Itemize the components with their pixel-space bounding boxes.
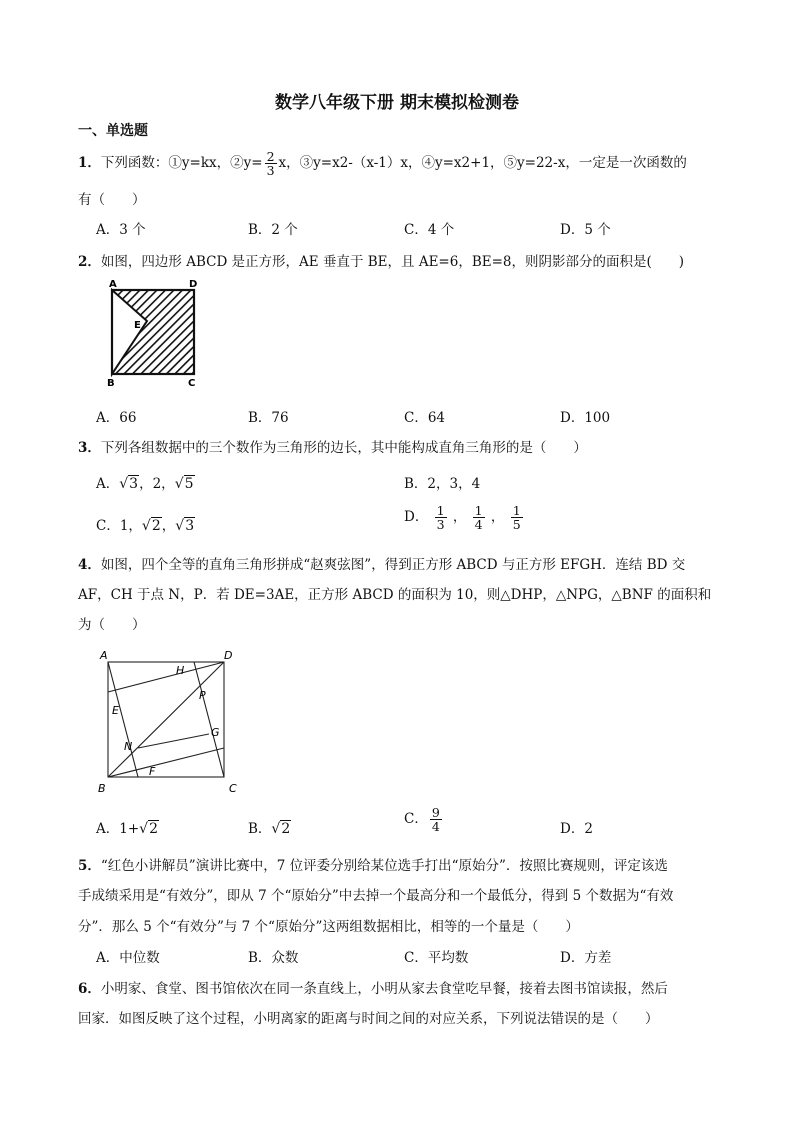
fraction: [473, 504, 485, 531]
label-g: G: [211, 726, 220, 739]
denominator: 4: [474, 517, 483, 533]
label-h: H: [176, 664, 185, 677]
label-e: E: [112, 704, 119, 717]
question-number: 5．: [78, 858, 101, 874]
numerator: 1: [436, 503, 445, 518]
option-label: B．: [248, 821, 272, 837]
label-a: A: [100, 649, 108, 662]
option-b[interactable]: [248, 817, 291, 837]
question-1: [78, 150, 687, 177]
option-b[interactable]: B．众数: [248, 950, 299, 966]
question-number: 4．: [78, 557, 101, 573]
question-number: 3．: [78, 440, 101, 456]
label-d: D: [224, 649, 233, 662]
option-c[interactable]: C．64: [404, 410, 446, 426]
fraction: [511, 504, 523, 531]
question-text-line: 回家．如图反映了这个过程，小明离家的距离与时间之间的对应关系，下列说法错误的是（ ）: [78, 1011, 659, 1027]
question-text: x，③y=x2-（x-1）x，④y=x2+1，⑤y=22-x，一定是一次函数的: [278, 155, 687, 172]
question-4: [78, 553, 685, 573]
option-c[interactable]: C．4 个: [404, 222, 455, 238]
question-6: [78, 977, 668, 997]
section-heading: 一、单选题: [78, 123, 148, 139]
question-number: 6．: [78, 981, 101, 997]
question-text: 下列各组数据中的三个数作为三角形的边长，其中能构成直角三角形的是（ ）: [100, 440, 587, 456]
option-b[interactable]: B．2，3，4: [404, 476, 481, 492]
option-b[interactable]: B．76: [248, 410, 289, 426]
option-text: 1+: [119, 821, 140, 837]
denominator: 5: [512, 517, 521, 533]
radicand: 3: [185, 518, 195, 534]
label-f: F: [149, 765, 156, 778]
separator: ，: [161, 518, 176, 534]
sqrt-expression: √3: [175, 518, 195, 534]
label-p: P: [199, 689, 206, 702]
numerator: 9: [431, 805, 440, 820]
separator: ，: [490, 509, 505, 526]
sqrt-expression: √3: [119, 476, 139, 492]
question-number: 2．: [78, 254, 101, 270]
option-text: ，2，: [139, 476, 175, 492]
question-text-line: 手成绩采用是“有效分”，即从 7 个“原始分”中去掉一个最高分和一个最低分，得到 5 个数据为“有效: [78, 888, 674, 904]
option-label: C．1，: [96, 518, 142, 534]
question-3: [78, 436, 587, 456]
question-text: 如图，四个全等的直角三角形拼成“赵爽弦图”，得到正方形 ABCD 与正方形 EFGH．连结 BD 交: [100, 557, 686, 573]
option-d[interactable]: D．100: [560, 410, 611, 426]
segment-ch: [194, 662, 224, 777]
label-c: C: [229, 782, 237, 795]
question-5: [78, 854, 668, 874]
question-text: “红色小讲解员”演讲比赛中，7 位评委分别给某位选手打出“原始分”．按照比赛规则，评定该选: [100, 858, 668, 874]
segment-de: [108, 662, 224, 692]
option-a[interactable]: [96, 817, 159, 837]
radicand: 2: [281, 821, 291, 837]
option-d[interactable]: [404, 504, 525, 531]
radicand: 2: [151, 518, 161, 534]
question-text: 小明家、食堂、图书馆依次在同一条直线上，小明从家去食堂吃早餐，接着去图书馆读报，然后: [100, 981, 668, 997]
option-c[interactable]: [404, 806, 444, 833]
question-number: 1．: [78, 155, 101, 172]
option-label: A．: [96, 476, 120, 492]
option-label: A．: [96, 821, 120, 837]
sqrt-expression: √2: [141, 518, 161, 534]
option-a[interactable]: [96, 472, 195, 492]
radicand: 3: [129, 476, 139, 492]
option-label: D．: [404, 509, 429, 526]
numerator: 1: [474, 503, 483, 518]
question-2: [78, 250, 684, 270]
option-d[interactable]: D．5 个: [560, 222, 611, 238]
sqrt-expression: √2: [139, 821, 158, 837]
question-text-line: 有（ ）: [78, 192, 146, 208]
zhao-shuang-figure: [96, 644, 246, 796]
label-a: A: [109, 279, 117, 290]
label-b: B: [98, 782, 106, 795]
option-a[interactable]: A．3 个: [96, 222, 146, 238]
numerator: 1: [512, 503, 521, 518]
sqrt-expression: √5: [174, 476, 194, 492]
option-b[interactable]: B．2 个: [248, 222, 298, 238]
question-text: 如图，四边形 ABCD 是正方形，AE 垂直于 BE，且 AE=6，BE=8，则阴影部分的面积是( ): [100, 254, 685, 270]
question-text-line: AF，CH 于点 N，P．若 DE=3AE，正方形 ABCD 的面积为 10，则△DHP，△NPG，△BNF 的面积和: [78, 587, 712, 603]
denominator: 3: [436, 517, 445, 533]
option-a[interactable]: A．中位数: [96, 950, 160, 966]
option-c[interactable]: C．平均数: [404, 950, 469, 966]
numerator: 2: [266, 149, 275, 164]
option-a[interactable]: A．66: [96, 410, 137, 426]
label-n: N: [124, 740, 133, 753]
segment-af: [108, 662, 138, 777]
question-text-line: 分”．那么 5 个“有效分”与 7 个“原始分”这两组数据相比，相等的一个量是（ ）: [78, 919, 579, 935]
fraction: [430, 806, 442, 833]
radicand: 5: [184, 476, 194, 492]
fraction: [435, 504, 447, 531]
label-e: E: [134, 320, 141, 331]
label-b: B: [107, 378, 115, 389]
radicand: 2: [149, 821, 158, 837]
denominator: 3: [266, 163, 275, 179]
diagonal-bd: [108, 662, 224, 777]
square-abcd-figure: [100, 278, 210, 390]
question-text: 下列函数：①y=kx，②y=: [100, 155, 263, 172]
label-d: D: [189, 279, 198, 290]
option-label: C．: [404, 811, 428, 828]
separator: ，: [452, 509, 467, 526]
denominator: 4: [431, 819, 440, 835]
option-c[interactable]: [96, 514, 195, 534]
fraction: [265, 150, 277, 177]
question-text-line: 为（ ）: [78, 617, 146, 633]
option-d[interactable]: D．方差: [560, 950, 612, 966]
page-title: 数学八年级下册 期末模拟检测卷: [275, 93, 519, 113]
option-d[interactable]: D．2: [560, 821, 593, 837]
label-c: C: [188, 378, 196, 389]
sqrt-expression: √2: [271, 821, 291, 837]
